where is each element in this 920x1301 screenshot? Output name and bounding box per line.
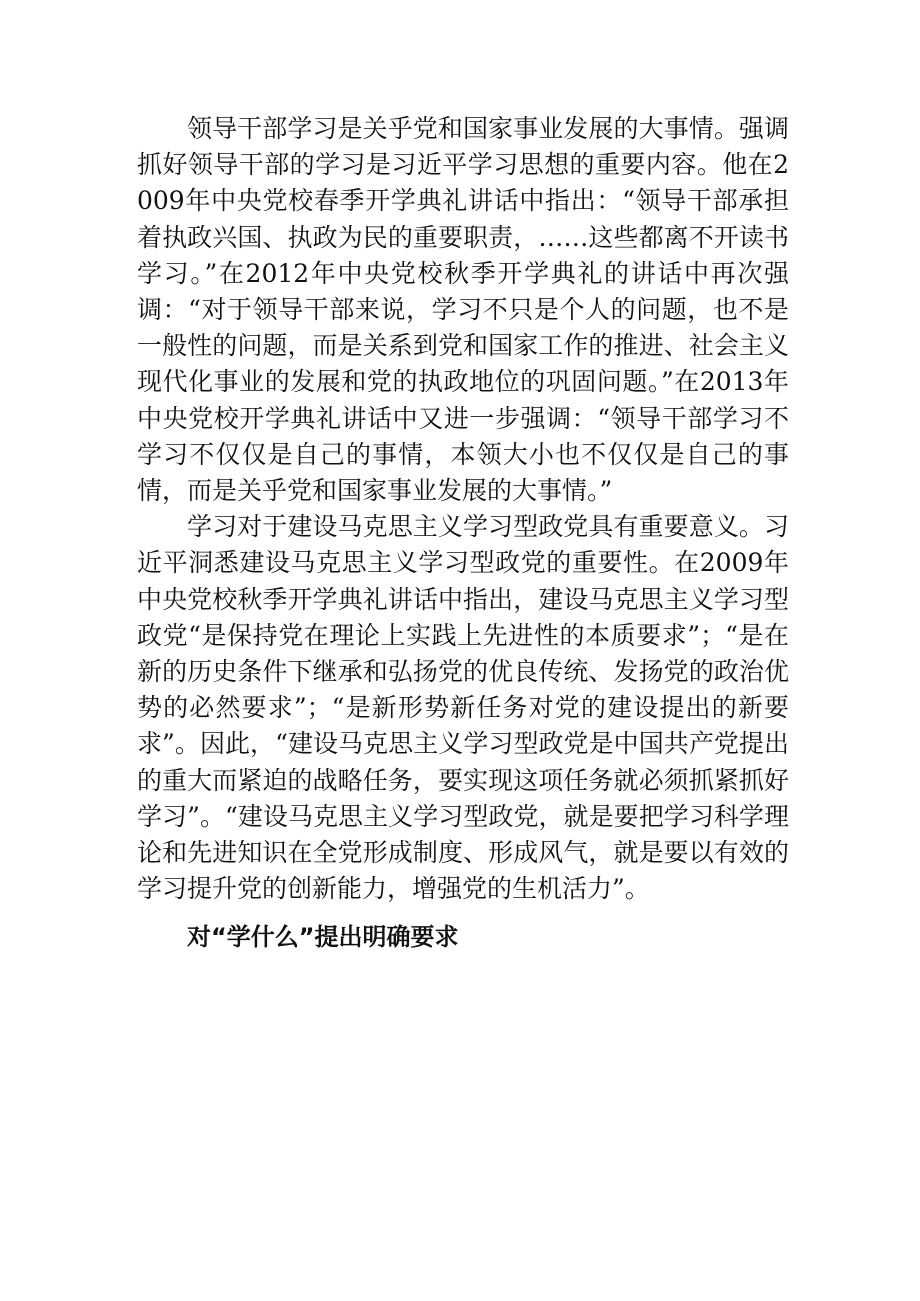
section-heading: 对“学什么”提出明确要求 — [187, 923, 459, 952]
document-body — [137, 111, 789, 956]
paragraph-leadership-learning: 领导干部学习是关乎党和国家事业发展的大事情。强调抓好领导干部的学习是习近平学习思想的重要内容。他在2009年中央党校春季开学典礼讲话中指出：“领导干部承担着执政兴国、执政为民的重要职责，……这些都离不开读书学习。”在2012年中央党校秋季开学典礼的讲话中再次强调：“对于领导干部来说，学习不只是个人的问题，也不是一般性的问题，而是关系到党和国家工作的推进、社会主义现代化事业的发展和党的执政地位的巩固问题。”在2013年中央党校开学典礼讲话中又进一步强调：“领导干部学习不学习不仅仅是自己的事情，本领大小也不仅仅是自己的事情，而是关乎党和国家事业发展的大事情。” — [137, 114, 789, 506]
paragraph-learning-party: 学习对于建设马克思主义学习型政党具有重要意义。习近平洞悉建设马克思主义学习型政党的重要性。在2009年中央党校秋季开学典礼讲话中指出，建设马克思主义学习型政党“是保持党在理论上实践上先进性的本质要求”；“是在新的历史条件下继承和弘扬党的优良传统、发扬党的政治优势的必然要求”；“是新形势新任务对党的建设提出的新要求”。因此，“建设马克思主义学习型政党是中国共产党提出的重大而紧迫的战略任务，要实现这项任务就必须抓紧抓好学习”。“建设马克思主义学习型政党，就是要把学习科学理论和先进知识在全党形成制度、形成风气，就是要以有效的学习提升党的创新能力，增强党的生机活力”。 — [137, 512, 789, 904]
